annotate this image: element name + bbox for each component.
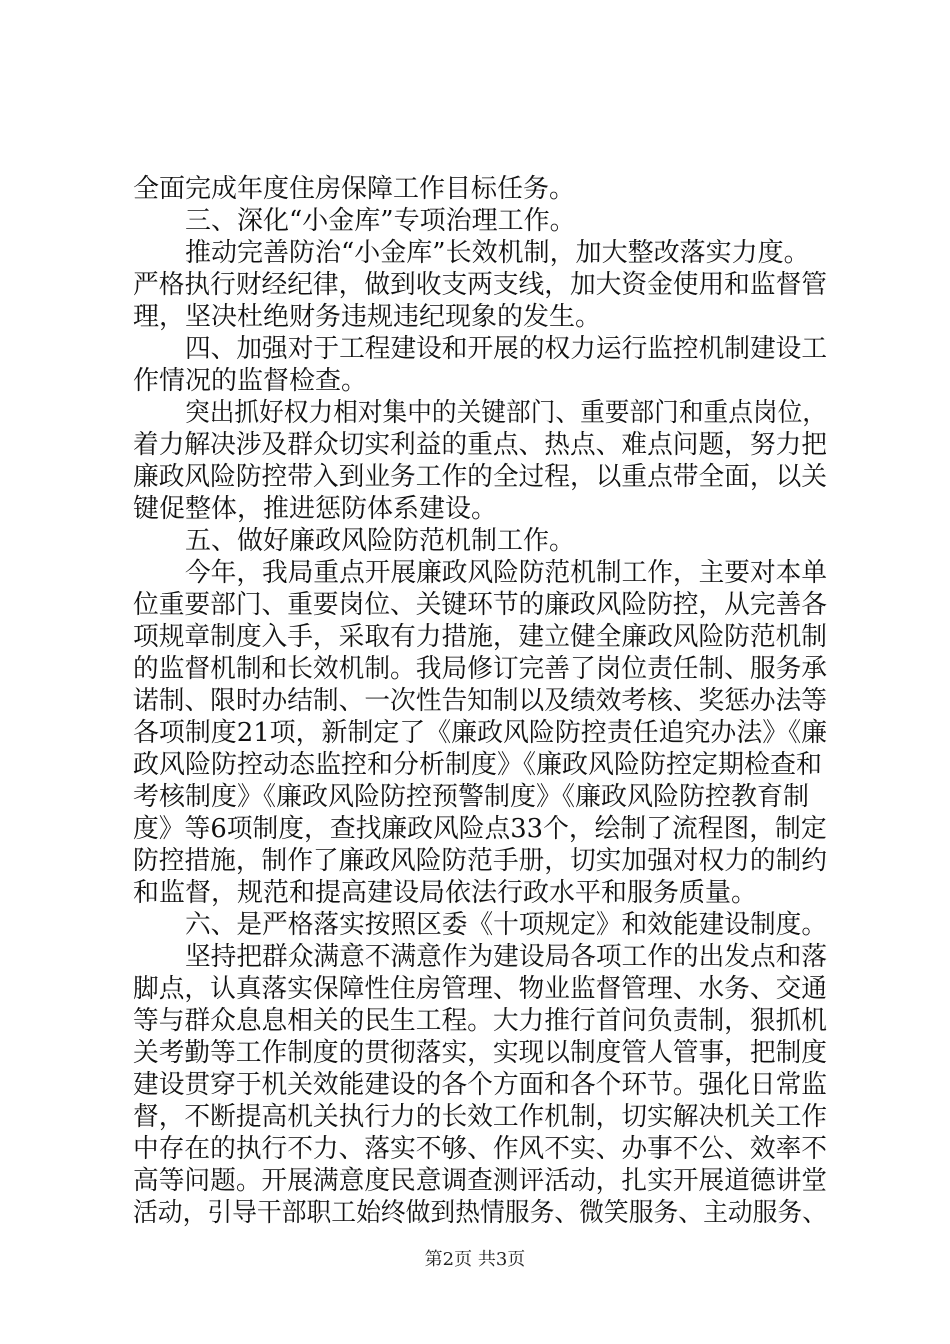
body-line: 高等问题。开展满意度民意调查测评活动，扎实开展道德讲堂 bbox=[133, 1166, 828, 1196]
body-line: 项规章制度入手，采取有力措施，建立健全廉政风险防范机制 bbox=[133, 622, 828, 652]
body-line: 建设贯穿于机关效能建设的各个方面和各个环节。强化日常监 bbox=[133, 1070, 828, 1100]
section-heading-cont: 作情况的监督检查。 bbox=[133, 366, 368, 396]
page-footer: 第2页 共3页 bbox=[424, 1249, 526, 1270]
section-heading: 三、深化“小金库”专项治理工作。 bbox=[185, 206, 576, 236]
body-line: 等与群众息息相关的民生工程。大力推行首问负责制，狠抓机 bbox=[133, 1006, 828, 1036]
body-line: 考核制度》《廉政风险防控预警制度》《廉政风险防控教育制 bbox=[133, 782, 810, 812]
body-line: 政风险防控动态监控和分析制度》《廉政风险防控定期检查和 bbox=[133, 750, 823, 780]
section-heading: 四、加强对于工程建设和开展的权力运行监控机制建设工 bbox=[185, 334, 828, 364]
body-line: 坚持把群众满意不满意作为建设局各项工作的出发点和落 bbox=[185, 942, 828, 972]
body-line: 突出抓好权力相对集中的关键部门、重要部门和重点岗位， bbox=[185, 398, 828, 428]
body-line: 活动，引导干部职工始终做到热情服务、微笑服务、主动服务、 bbox=[133, 1198, 828, 1228]
body-line: 今年，我局重点开展廉政风险防范机制工作，主要对本单 bbox=[185, 558, 828, 588]
body-line: 键促整体，推进惩防体系建设。 bbox=[133, 494, 498, 524]
body-line: 各项制度21项，新制定了《廉政风险防控责任追究办法》《廉 bbox=[133, 718, 828, 748]
body-line: 防控措施，制作了廉政风险防范手册，切实加强对权力的制约 bbox=[133, 846, 828, 876]
body-line: 的监督机制和长效机制。我局修订完善了岗位责任制、服务承 bbox=[133, 654, 828, 684]
body-line: 廉政风险防控带入到业务工作的全过程，以重点带全面，以关 bbox=[133, 462, 828, 492]
body-line: 理，坚决杜绝财务违规违纪现象的发生。 bbox=[133, 302, 602, 332]
body-line: 位重要部门、重要岗位、关键环节的廉政风险防控，从完善各 bbox=[133, 590, 828, 620]
body-line: 着力解决涉及群众切实利益的重点、热点、难点问题，努力把 bbox=[133, 430, 828, 460]
section-heading: 五、做好廉政风险防范机制工作。 bbox=[185, 526, 576, 556]
body-line: 关考勤等工作制度的贯彻落实，实现以制度管人管事，把制度 bbox=[133, 1038, 828, 1068]
body-line: 推动完善防治“小金库”长效机制，加大整改落实力度。 bbox=[185, 238, 810, 268]
body-line: 全面完成年度住房保障工作目标任务。 bbox=[133, 174, 576, 204]
body-line: 和监督，规范和提高建设局依法行政水平和服务质量。 bbox=[133, 878, 758, 908]
body-line: 脚点，认真落实保障性住房管理、物业监督管理、水务、交通 bbox=[133, 974, 828, 1004]
section-heading: 六、是严格落实按照区委《十项规定》和效能建设制度。 bbox=[185, 910, 828, 940]
body-line: 诺制、限时办结制、一次性告知制以及绩效考核、奖惩办法等 bbox=[133, 686, 828, 716]
body-line: 督，不断提高机关执行力的长效工作机制，切实解决机关工作 bbox=[133, 1102, 828, 1132]
body-line: 中存在的执行不力、落实不够、作风不实、办事不公、效率不 bbox=[133, 1134, 828, 1164]
body-line: 度》等6项制度，查找廉政风险点33个，绘制了流程图，制定 bbox=[133, 814, 827, 844]
body-line: 严格执行财经纪律，做到收支两支线，加大资金使用和监督管 bbox=[133, 270, 828, 300]
